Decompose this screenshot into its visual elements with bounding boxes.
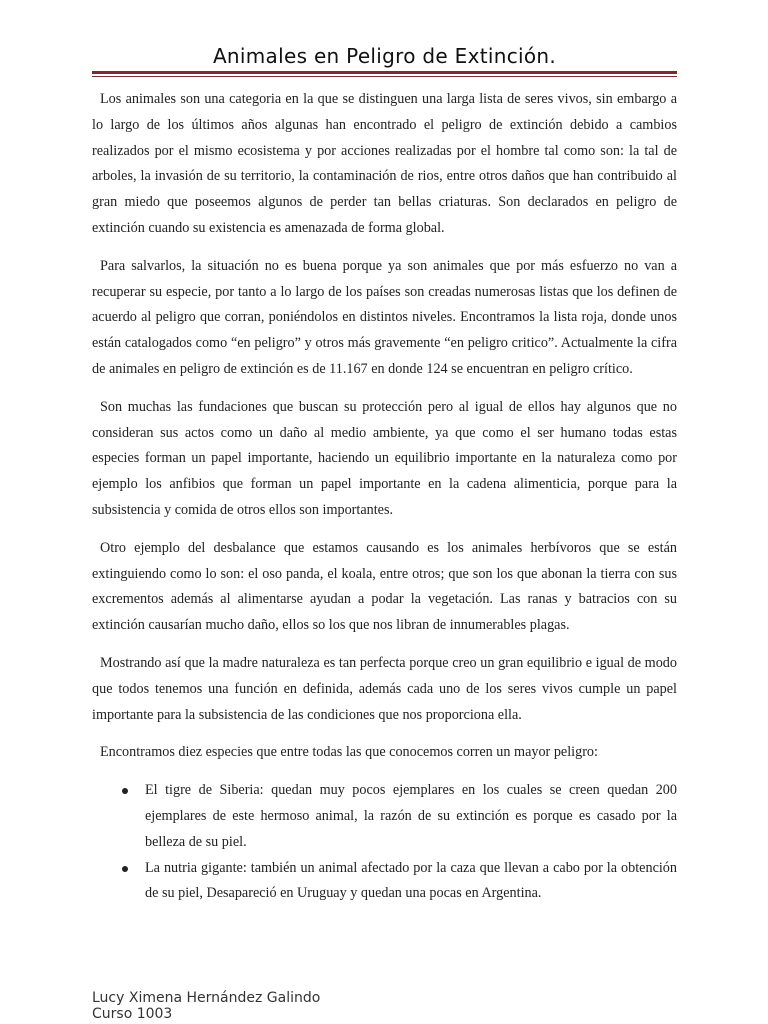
- list-item-text: La nutria gigante: también un animal afectado por la caza que llevan a cabo por la obtención de su piel, Desapareció en Uruguay y quedan una pocas en Argentina.: [145, 859, 677, 902]
- title-rule-thick: [92, 71, 677, 74]
- paragraph-2: Para salvarlos, la situación no es buena porque ya son animales que por más esfuerzo no van a recuperar su especie, por tanto a lo largo de los países son creadas numerosas listas que los definen de acuerdo al peligro que corran, poniéndolos en distintos niveles. Encontramos la lista roja, donde unos están catalogados como “en peligro” y otros más gravemente “en peligro critico”. Actualmente la cifra de animales en peligro de extinción es de 11.167 en donde 124 se encuentran en peligro crítico.: [92, 257, 677, 377]
- bullet-icon: [122, 788, 128, 794]
- document-body: [92, 87, 677, 907]
- title-rule-thin: [92, 76, 677, 77]
- document-title: Animales en Peligro de Extinción.: [212, 44, 557, 68]
- course-label: Curso 1003: [92, 1006, 173, 1022]
- species-list: [92, 778, 677, 907]
- paragraph-3: Son muchas las fundaciones que buscan su protección pero al igual de ellos hay algunos que no consideran sus actos como un daño al medio ambiente, ya que como el ser humano todas estas especies forman un papel importante, haciendo un equilibrio importante en la naturaleza como por ejemplo los anfibios que forman un papel importante en la cadena alimenticia, porque para la subsistencia y comida de otros ellos son importantes.: [92, 398, 677, 518]
- paragraph-1: Los animales son una categoria en la que se distinguen una larga lista de seres vivos, sin embargo a lo largo de los últimos años algunas han encontrado el peligro de extinción debido a cambios realizados por el mismo ecosistema y por acciones realizadas por el hombre tal como son: la tal de arboles, la invasión de su territorio, la contaminación de rios, entre otros daños que han contribuido al gran miedo que poseemos algunos de perder tan bellas criaturas. Son declarados en peligro de extinción cuando su existencia es amenazada de forma global.: [92, 91, 677, 236]
- paragraph-5: Mostrando así que la madre naturaleza es tan perfecta porque creo un gran equilibrio e igual de modo que todos tenemos una función en definida, además cada uno de los seres vivos cumple un papel importante para la subsistencia de las condiciones que nos proporciona ella.: [92, 654, 677, 723]
- list-item: [92, 856, 677, 908]
- list-item-text: El tigre de Siberia: quedan muy pocos ejemplares en los cuales se creen quedan 200 ejemplares de este hermoso animal, la razón de su extinción es porque es casado por la belleza de su piel.: [145, 782, 677, 850]
- document-footer: [92, 990, 320, 1022]
- bullet-icon: [122, 866, 128, 872]
- list-item: [92, 778, 677, 855]
- paragraph-6: Encontramos diez especies que entre todas las que conocemos corren un mayor peligro:: [100, 744, 598, 761]
- paragraph-4: Otro ejemplo del desbalance que estamos causando es los animales herbívoros que se están extinguiendo como lo son: el oso panda, el koala, entre otros; que son los que abonan la tierra con sus excrementos además al alimentarse ayudan a podar la vegetación. Las ranas y batracios con su extinción causarían mucho daño, ellos so los que nos libran de innumerables plagas.: [92, 539, 677, 634]
- author-name: Lucy Ximena Hernández Galindo: [92, 990, 321, 1006]
